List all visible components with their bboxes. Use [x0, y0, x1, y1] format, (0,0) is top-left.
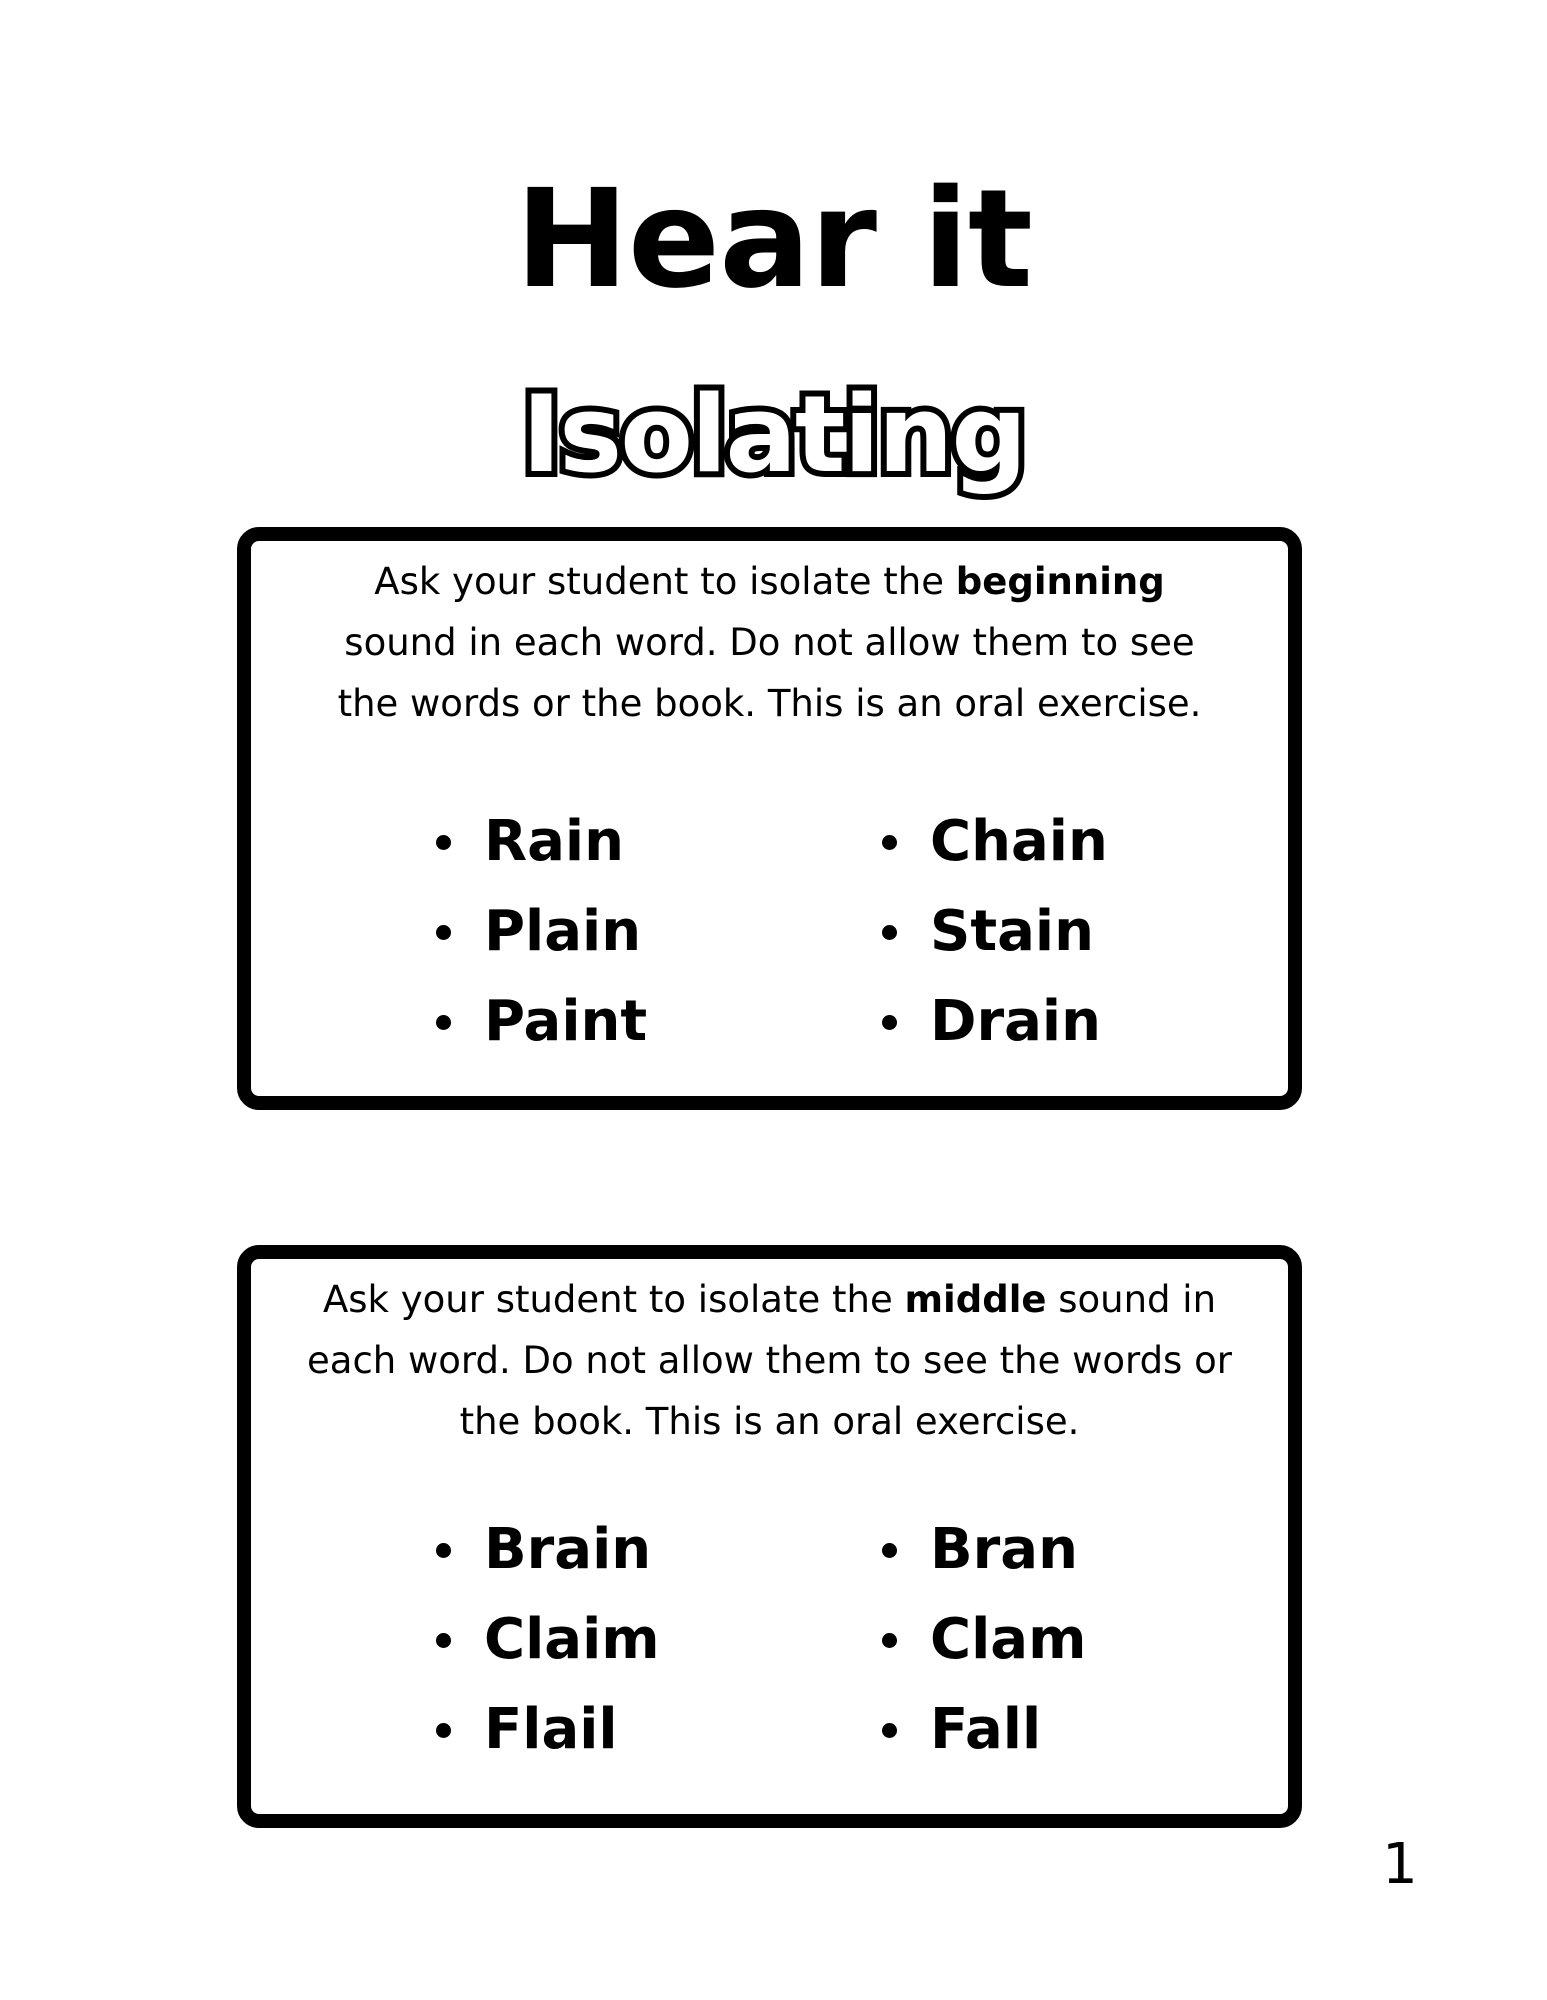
word-item: Rain [432, 797, 647, 887]
word-item: Drain [878, 977, 1108, 1067]
instruction-text [331, 551, 1208, 734]
instruction-emphasis: middle [904, 1278, 1047, 1321]
word-item: Flail [432, 1685, 660, 1775]
page-title: Hear it [515, 161, 1032, 319]
word-item: Clam [878, 1595, 1086, 1685]
instruction-part: Ask your student to isolate the [374, 560, 956, 603]
instruction-text [301, 1269, 1238, 1452]
word-list-right [878, 1505, 1086, 1775]
instruction-emphasis: beginning [955, 560, 1165, 603]
word-item: Claim [432, 1595, 660, 1685]
exercise-box-middle [237, 1245, 1302, 1828]
instruction-part: sound in each word. Do not allow them to see the words or the book. This is an oral exercise. [337, 621, 1202, 725]
page-number: 1 [1382, 1832, 1418, 1897]
word-item: Plain [432, 887, 647, 977]
word-item: Fall [878, 1685, 1086, 1775]
word-item: Paint [432, 977, 647, 1067]
instruction-part: Ask your student to isolate the [322, 1278, 905, 1321]
word-list-left [432, 1505, 660, 1775]
word-item: Chain [878, 797, 1108, 887]
word-item: Bran [878, 1505, 1086, 1595]
exercise-box-beginning [237, 527, 1302, 1110]
instruction-part: sound in each word. Do not allow them to see the words or the book. This is an oral exercise. [307, 1278, 1232, 1443]
section-subtitle: Isolating [521, 373, 1026, 496]
word-list-left [432, 797, 647, 1067]
word-list-right [878, 797, 1108, 1067]
word-item: Brain [432, 1505, 660, 1595]
word-item: Stain [878, 887, 1108, 977]
